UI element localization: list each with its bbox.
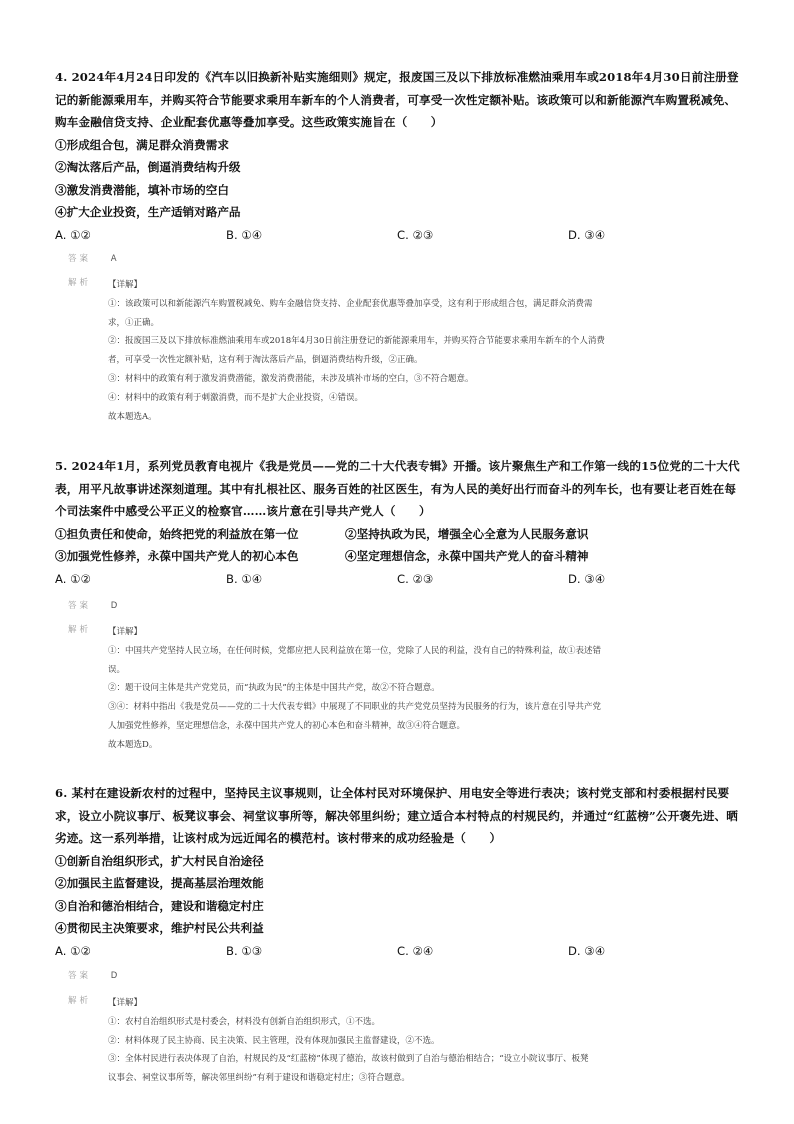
explanation-line: 故本题选D。 [108,739,158,750]
explanation [68,623,728,755]
explanation-line: 议事会、祠堂议事所等，解决邻里纠纷”有利于建设和谐稳定村庄；③符合题意。 [108,1073,410,1084]
answer-row [68,969,117,981]
option-3: ③加强党性修养，永葆中国共产党人的初心本色 [55,549,299,563]
explanation-line: 者，可享受一次性定额补贴，这有利于淘汰落后产品，倒逼消费结构升级，②正确。 [108,355,423,366]
choice-d: D. ③④ [568,227,606,242]
answer-value: A [110,254,117,264]
option-4: ④坚定理想信念，永葆中国共产党人的奋斗精神 [345,549,589,563]
question-4 [55,66,745,246]
answer-choices [55,568,745,591]
choice-a: A. ①② [55,571,91,586]
question-6 [55,782,745,962]
choice-c: C. ②③ [397,571,434,586]
explanation-line: ①：中国共产党坚持人民立场，在任何时候，党都应把人民利益放在第一位，党除了人民的利益，没有自己的特殊利益，故①表述错 [108,645,602,656]
option-1: ①形成组合包，满足群众消费需求 [55,137,229,152]
answer-value: D [110,971,118,981]
explanation-line: ③：全体村民进行表决体现了自治，村规民约及“红蓝榜”体现了德治，故该村做到了自治与德治相结合；“设立小院议事厅、板凳 [108,1054,589,1065]
choice-c: C. ②③ [397,227,434,242]
explanation-label: 解析 [68,996,92,1006]
explanation [68,994,728,1088]
choice-d: D. ③④ [568,943,606,958]
choice-a: A. ①② [55,227,91,242]
answer-label: 答案 [68,254,92,264]
explanation-line: ②：报废国三及以下排放标准燃油乘用车或2018年4月30日前注册登记的新能源乘用车，并购买符合节能要求乘用车新车的个人消费 [108,336,605,347]
choice-b: B. ①③ [226,943,263,958]
choice-b: B. ①④ [226,571,263,586]
explanation-line: ①：农村自治组织形式是村委会，材料没有创新自治组织形式，①不选。 [108,1016,381,1027]
option-1: ①担负责任和使命，始终把党的利益放在第一位 [55,526,299,541]
option-4: ④贯彻民主决策要求，维护村民公共利益 [55,921,264,935]
explanation-line: 【详解】 [108,627,143,637]
option-2: ②加强民主监督建设，提高基层治理效能 [55,876,264,890]
option-4: ④扩大企业投资，生产适销对路产品 [55,205,241,219]
explanation-line: ②：材料体现了民主协商、民主决策、民主管理，没有体现加强民主监督建设，②不选。 [108,1035,440,1046]
explanation-label: 解析 [68,625,92,635]
answer-value: D [110,601,118,611]
option-3: ③激发消费潜能，填补市场的空白 [55,182,229,197]
explanation-label: 解析 [68,278,92,288]
option-2: ②坚持执政为民，增强全心全意为人民服务意识 [345,526,589,541]
choice-c: C. ②④ [397,943,434,958]
answer-label: 答案 [68,971,92,981]
explanation-line: ④：材料中的政策有利于刺激消费，而不是扩大企业投资，④错误。 [108,392,364,403]
options-row [55,523,745,546]
option-3: ③自治和德治相结合，建设和谐稳定村庄 [55,898,264,913]
choice-b: B. ①④ [226,227,263,242]
explanation-line: 【详解】 [108,998,143,1008]
choice-a: A. ①② [55,943,91,958]
explanation-line: ③④：材料中指出《我是党员——党的二十大代表专辑》中展现了不同职业的共产党党员坚持为民服务的行为，该片意在引导共产党 [108,702,602,713]
explanation-line: 【详解】 [108,280,143,290]
explanation-line: 求，①正确。 [108,317,160,328]
question-stem: 4. 2024年4月24日印发的《汽车以旧换新补贴实施细则》规定，报废国三及以下排放标准燃油乘用车或2018年4月30日前注册登记的新能源乘用车，并购买符合节能要求乘用车新车的个人消费者，可享受一次性定额补贴。该政策可以和新能源汽车购置税减免、购车金融信贷支持、企业配套优惠等叠加享受。这些政策实施旨在（ ） [55,70,739,129]
explanation-line: ③：材料中的政策有利于激发消费潜能，激发消费潜能，未涉及填补市场的空白，③不符合题意。 [108,373,474,384]
answer-label: 答案 [68,601,92,611]
option-2: ②淘汰落后产品，倒逼消费结构升级 [55,160,241,174]
explanation-line: ①：该政策可以和新能源汽车购置税减免、购车金融信贷支持、企业配套优惠等叠加享受，这有利于形成组合包，满足群众消费需 [108,298,593,309]
answer-choices [55,224,745,247]
explanation-line: 人加强党性修养，坚定理想信念，永葆中国共产党人的初心本色和奋斗精神，故③④符合题意。 [108,720,466,731]
explanation-line: 故本题选A。 [108,411,157,422]
answer-row [68,252,117,264]
answer-choices [55,940,745,963]
option-1: ①创新自治组织形式，扩大村民自治途径 [55,853,264,868]
question-stem: 5. 2024年1月，系列党员教育电视片《我是党员——党的二十大代表专辑》开播。该片聚焦生产和工作第一线的15位党的二十大代表，用平凡故事讲述深刻道理。其中有扎根社区、服务百姓的社区医生，有为人民的美好出行而奋斗的列车长，也有要让老百姓在每个司法案件中感受公平正义的检察官……该片意在引导共产党人（ ） [55,459,740,518]
options-row [55,545,745,568]
question-5 [55,455,745,590]
question-stem: 6. 某村在建设新农村的过程中，坚持民主议事规则，让全体村民对环境保护、用电安全等进行表决；该村党支部和村委根据村民要求，设立小院议事厅、板凳议事会、祠堂议事所等，解决邻里纠纷；建立适合本村特点的村规民约，并通过“红蓝榜”公开褒先进、晒劣迹。这一系列举措，让该村成为远近闻名的模范村。该村带来的成功经验是（ ） [55,786,739,845]
explanation [68,276,728,426]
explanation-line: ②：题干设问主体是共产党党员，而“执政为民”的主体是中国共产党，故②不符合题意。 [108,683,440,694]
explanation-line: 误。 [108,664,126,675]
choice-d: D. ③④ [568,571,606,586]
answer-row [68,599,117,611]
